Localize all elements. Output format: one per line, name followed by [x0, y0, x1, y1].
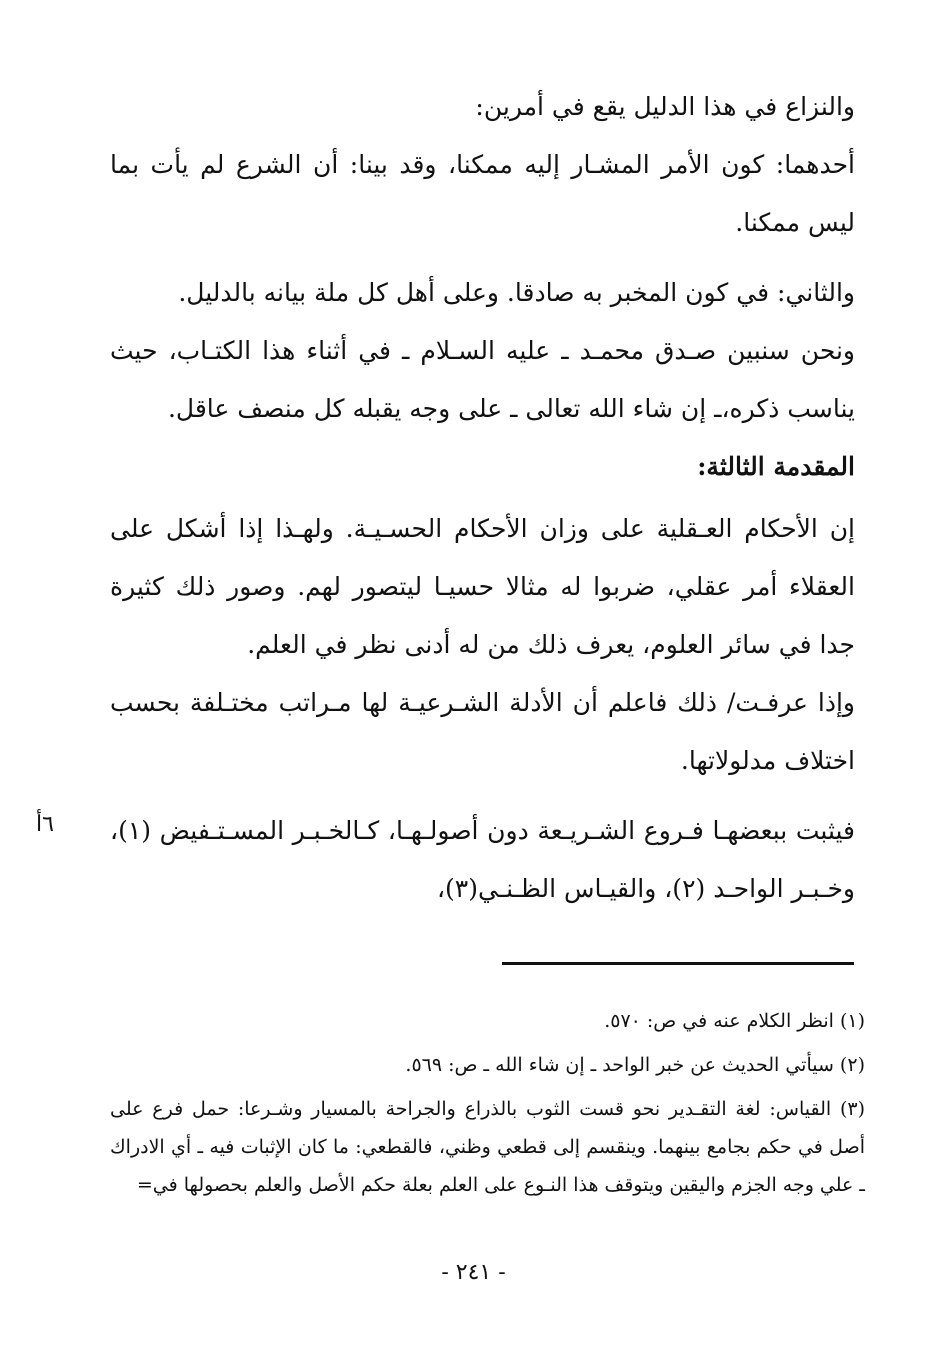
footnote: (٣) القياس: لغة التقـدير نحو قست الثوب بالذراع والجراحة بالمسيار وشـرعا: حمل فرع على أصل في حكم بجامع بينهما. وينقسم إلى قطعي وظني، فالقطعي: ما كان الإثبات فيه ـ أي الادراك ـ علي وجه الجزم واليقين ويتوقف هذا النـوع على العلم بعلة حكم الأصل والعلم بحصولها في=: [110, 1098, 865, 1196]
section-heading: المقدمة الثالثة:: [697, 452, 855, 481]
paragraph: إن الأحكام العـقلية على وزان الأحكام الحسـيـة. ولهـذا إذا أشكل على العقلاء أمر عقلي، ضربوا له مثالا حسيـا ليتصور لهم. وصور ذلك كثيرة جدا في سائر العلوم، يعرف ذلك من له أدنى نظر في العلم.: [110, 514, 855, 659]
page-number: - ٢٤١ -: [441, 1260, 506, 1285]
footnote: (٢) سيأتي الحديث عن خبر الواحد ـ إن شاء الله ـ ص: ٥٦٩.: [405, 1054, 865, 1076]
paragraph: والثاني: في كون المخبر به صادقا. وعلى أهل كل ملة بيانه بالدليل.: [178, 278, 855, 307]
footnotes: [110, 1002, 865, 1204]
footnote: (١) انظر الكلام عنه في ص: ٥٧٠.: [604, 1010, 865, 1032]
paragraph: أحدهما: كون الأمر المشـار إليه ممكنا، وقد بينا: أن الشرع لم يأت بما ليس ممكنا.: [110, 150, 855, 237]
paragraph: والنزاع في هذا الدليل يقع في أمرين:: [475, 92, 855, 121]
main-text: [110, 78, 855, 918]
paragraph: ونحن سنبين صـدق محمـد ـ عليه السـلام ـ في أثناء هذا الكتـاب، حيث يناسب ذكره،ـ إن شاء الله تعالى ـ على وجه يقبله كل منصف عاقل.: [110, 336, 855, 423]
paragraph: وإذا عرفـت/ ذلك فاعلم أن الأدلة الشـرعيـة لها مـراتب مختـلفة بحسب اختلاف مدلولاتها.: [110, 688, 855, 775]
paragraph: فيثبت ببعضهـا فـروع الشـريـعة دون أصولـهـا، كـالخـبـر المسـتـفيض (١)، وخـبـر الواحـد (٢)، والقيـاس الظـنـي(٣)،: [110, 816, 855, 903]
footnote-divider: [502, 962, 854, 965]
margin-folio-note: ٦أ: [36, 812, 54, 837]
